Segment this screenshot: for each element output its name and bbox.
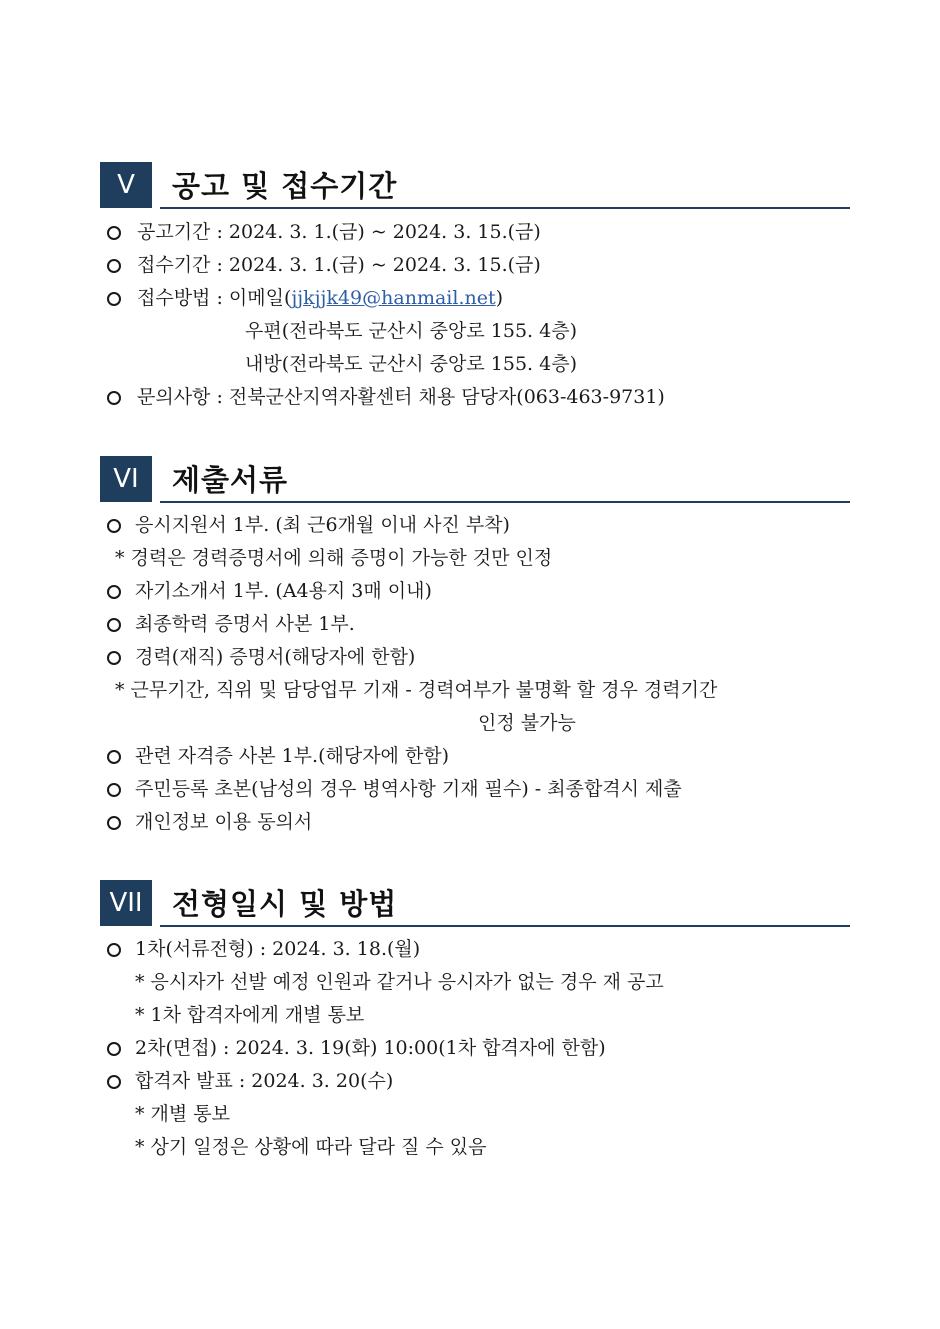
section-title: 전형일시 및 방법 bbox=[172, 887, 398, 921]
circle-bullet-icon bbox=[107, 651, 121, 665]
item-text: 주민등록 초본(남성의 경우 병역사항 기재 필수) - 최종합격시 제출 bbox=[135, 778, 682, 800]
item-text: 문의사항 : 전북군산지역자활센터 채용 담당자(063-463-9731) bbox=[137, 386, 665, 408]
circle-bullet-icon bbox=[107, 292, 121, 306]
item-text: 접수기간 : 2024. 3. 1.(금) ~ 2024. 3. 15.(금) bbox=[137, 254, 541, 276]
circle-bullet-icon bbox=[107, 783, 121, 797]
section-7-header bbox=[0, 880, 940, 930]
section-6-header bbox=[0, 456, 940, 506]
circle-bullet-icon bbox=[107, 618, 121, 632]
section-number: V bbox=[100, 162, 152, 208]
method-label: 접수방법 : 이메일( bbox=[137, 287, 292, 309]
note-text: * 1차 합격자에게 개별 통보 bbox=[135, 1004, 365, 1026]
item-text: 1차(서류전형) : 2024. 3. 18.(월) bbox=[135, 938, 421, 960]
note-text: * 근무기간, 직위 및 담당업무 기재 - 경력여부가 불명확 할 경우 경력기간 bbox=[115, 679, 718, 701]
item-text: 합격자 발표 : 2024. 3. 20(수) bbox=[135, 1070, 394, 1092]
section-divider bbox=[160, 925, 850, 927]
note-text: * 개별 통보 bbox=[135, 1103, 230, 1125]
circle-bullet-icon bbox=[107, 585, 121, 599]
section-divider bbox=[160, 207, 850, 209]
circle-bullet-icon bbox=[107, 750, 121, 764]
section-7 bbox=[0, 880, 940, 930]
circle-bullet-icon bbox=[107, 226, 121, 240]
item-text: 공고기간 : 2024. 3. 1.(금) ~ 2024. 3. 15.(금) bbox=[137, 221, 541, 243]
circle-bullet-icon bbox=[107, 259, 121, 273]
item-text bbox=[137, 282, 503, 315]
item-text: 응시지원서 1부. (최 근6개월 이내 사진 부착) bbox=[135, 514, 510, 536]
section-5-header bbox=[0, 162, 940, 212]
circle-bullet-icon bbox=[107, 816, 121, 830]
item-text: 경력(재직) 증명서(해당자에 한함) bbox=[135, 646, 416, 668]
circle-bullet-icon bbox=[107, 1075, 121, 1089]
section-title: 공고 및 접수기간 bbox=[172, 169, 398, 203]
item-text: 2차(면접) : 2024. 3. 19(화) 10:00(1차 합격자에 한함) bbox=[135, 1037, 606, 1059]
note-text: * 경력은 경력증명서에 의해 증명이 가능한 것만 인정 bbox=[115, 547, 553, 569]
circle-bullet-icon bbox=[107, 391, 121, 405]
method-close: ) bbox=[495, 287, 504, 309]
section-title: 제출서류 bbox=[172, 463, 289, 497]
email-link[interactable]: jjkjjk49@hanmail.net bbox=[291, 287, 496, 309]
item-text: 우편(전라북도 군산시 중앙로 155. 4층) bbox=[245, 320, 577, 342]
item-text: 자기소개서 1부. (A4용지 3매 이내) bbox=[135, 580, 432, 602]
item-text: 최종학력 증명서 사본 1부. bbox=[135, 613, 355, 635]
section-divider bbox=[160, 501, 850, 503]
circle-bullet-icon bbox=[107, 943, 121, 957]
section-number: VII bbox=[100, 880, 152, 926]
circle-bullet-icon bbox=[107, 519, 121, 533]
circle-bullet-icon bbox=[107, 1042, 121, 1056]
item-text: 관련 자격증 사본 1부.(해당자에 한함) bbox=[135, 745, 450, 767]
note-text: * 상기 일정은 상황에 따라 달라 질 수 있음 bbox=[135, 1136, 487, 1158]
section-number: VI bbox=[100, 456, 152, 502]
note-text: * 응시자가 선발 예정 인원과 같거나 응시자가 없는 경우 재 공고 bbox=[135, 971, 664, 993]
section-5 bbox=[0, 162, 940, 212]
item-text: 내방(전라북도 군산시 중앙로 155. 4층) bbox=[245, 353, 577, 375]
item-text: 개인정보 이용 동의서 bbox=[135, 811, 313, 833]
section-6 bbox=[0, 456, 940, 506]
note-text: 인정 불가능 bbox=[478, 712, 576, 734]
